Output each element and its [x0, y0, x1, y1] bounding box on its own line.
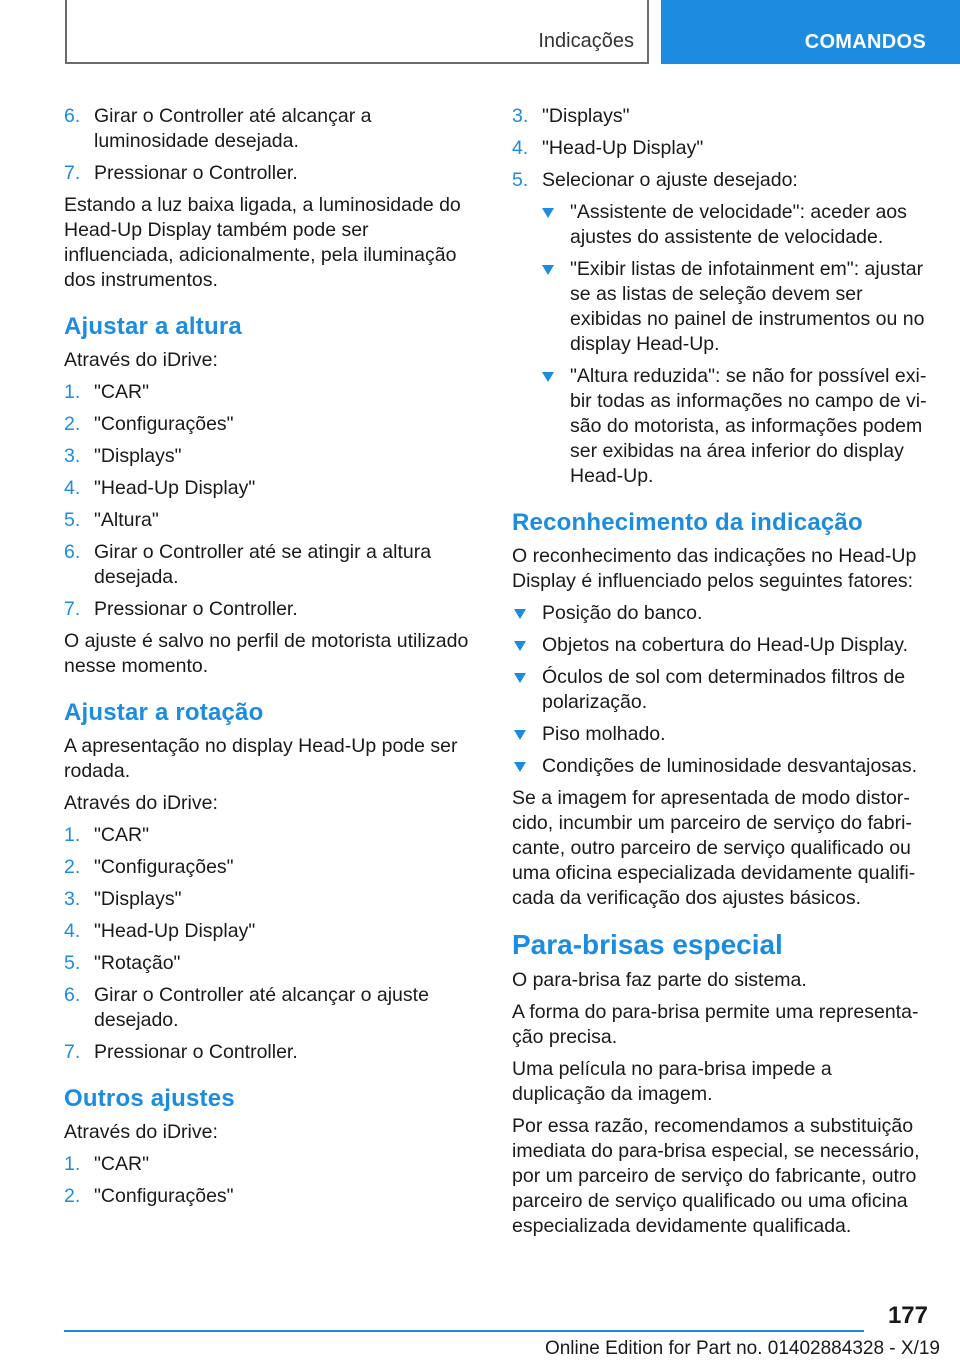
step-item — [64, 476, 480, 501]
triangle-bullet-icon — [542, 372, 554, 382]
step-text: Pressionar o Controller. — [94, 162, 298, 184]
step-item — [64, 887, 480, 912]
bullet-item — [540, 364, 928, 489]
step-number: 2. — [64, 1185, 81, 1207]
step-item — [512, 168, 928, 193]
step-item — [64, 1152, 480, 1177]
step-item — [64, 380, 480, 405]
heading-adjust-rotation: Ajustar a rotação — [64, 699, 264, 726]
step-text: "Displays" — [542, 105, 630, 127]
page-header — [0, 0, 960, 66]
step-item — [64, 444, 480, 469]
steps-other-continued — [512, 104, 928, 193]
step-item — [64, 1184, 480, 1209]
step-number: 1. — [64, 1153, 81, 1175]
bullet-item — [540, 200, 928, 250]
header-section-title: Indicações — [538, 30, 634, 52]
triangle-bullet-icon — [542, 265, 554, 275]
paragraph-rotation: A apresentação no display Head-Up pode ser rodada. — [64, 735, 458, 782]
bullet-text: "Exibir listas de infotainment em": ajustar se as listas de seleção devem ser exibidas no painel de instrumentos ou no display Head-Up. — [570, 258, 925, 355]
bullet-item — [512, 754, 928, 779]
step-item — [64, 597, 480, 622]
heading-adjust-height: Ajustar a altura — [64, 313, 242, 340]
step-item — [64, 1040, 480, 1065]
step-number: 6. — [64, 984, 81, 1006]
step-number: 6. — [64, 541, 81, 563]
header-section-box — [65, 0, 649, 64]
bullet-text: Piso molhado. — [542, 723, 666, 745]
via-idrive-rotation: Através do iDrive: — [64, 792, 218, 814]
step-text: "Displays" — [94, 888, 182, 910]
bullet-item — [512, 633, 928, 658]
bullet-item — [540, 257, 928, 357]
step-item — [64, 951, 480, 976]
step-number: 5. — [512, 169, 529, 191]
header-chapter-tab: COMANDOS — [661, 0, 960, 64]
step-text: "Head-Up Display" — [542, 137, 704, 159]
right-column — [512, 104, 928, 1246]
step-item — [512, 136, 928, 161]
step-item — [64, 540, 480, 590]
step-text: "Altura" — [94, 509, 159, 531]
paragraph-windshield-replacement: Por essa razão, recomendamos a substituição imediata do para-brisa especial, se necessário, por um parceiro de serviço do fabricante, outro parceiro de serviço qualificado ou uma oficina especializada devidamente qualificada. — [512, 1115, 920, 1237]
paragraph-windshield-system: O para-brisa faz parte do sistema. — [512, 969, 807, 991]
step-text: Pressionar o Controller. — [94, 598, 298, 620]
paragraph-low-beam: Estando a luz baixa ligada, a luminosidade do Head-Up Display também pode ser influenciada, adicionalmente, pela iluminação dos instrumentos. — [64, 194, 461, 291]
step-text: "Displays" — [94, 445, 182, 467]
step-number: 3. — [64, 445, 81, 467]
step-text: Girar o Controller até alcançar o ajuste desejado. — [94, 984, 429, 1031]
step-number: 1. — [64, 381, 81, 403]
paragraph-profile: O ajuste é salvo no perfil de motorista utilizado nesse momento. — [64, 630, 469, 677]
heading-other-settings: Outros ajustes — [64, 1085, 235, 1112]
step-item — [64, 508, 480, 533]
heading-special-windshield: Para-brisas especial — [512, 929, 783, 960]
step-text: "CAR" — [94, 381, 150, 403]
step-text: "Configurações" — [94, 1185, 234, 1207]
step-text: "Head-Up Display" — [94, 920, 256, 942]
via-idrive-other: Através do iDrive: — [64, 1121, 218, 1143]
step-number: 6. — [64, 105, 81, 127]
step-text: Girar o Controller até alcançar a luminosidade desejada. — [94, 105, 372, 152]
step-item — [512, 104, 928, 129]
bullet-item — [512, 722, 928, 747]
step-text: "Configurações" — [94, 413, 234, 435]
paragraph-windshield-film: Uma película no para-brisa impede a duplicação da imagem. — [512, 1058, 832, 1105]
triangle-bullet-icon — [514, 641, 526, 651]
step-item — [64, 919, 480, 944]
step-number: 4. — [512, 137, 529, 159]
step-text: "CAR" — [94, 824, 150, 846]
left-column — [64, 104, 480, 1216]
step-number: 3. — [64, 888, 81, 910]
step-number: 2. — [64, 413, 81, 435]
steps-luminosity — [64, 104, 480, 186]
via-idrive-height: Através do iDrive: — [64, 349, 218, 371]
step-number: 5. — [64, 509, 81, 531]
bullet-text: Objetos na cobertura do Head-Up Display. — [542, 634, 908, 656]
triangle-bullet-icon — [514, 762, 526, 772]
step-number: 4. — [64, 477, 81, 499]
step-number: 7. — [64, 1041, 81, 1063]
bullet-text: Óculos de sol com determinados filtros de polarização. — [542, 666, 906, 713]
step-text: "Configurações" — [94, 856, 234, 878]
triangle-bullet-icon — [514, 673, 526, 683]
step-number: 4. — [64, 920, 81, 942]
step-number: 2. — [64, 856, 81, 878]
step-item — [64, 983, 480, 1033]
triangle-bullet-icon — [514, 609, 526, 619]
step-item — [64, 412, 480, 437]
step-item — [64, 855, 480, 880]
paragraph-windshield-shape: A forma do para-brisa permite uma representação precisa. — [512, 1001, 919, 1048]
bullet-item — [512, 665, 928, 715]
paragraph-distortion: Se a imagem for apresentada de modo distorcido, incumbir um parceiro de serviço do fabricante, outro parceiro de serviço qualificado ou uma oficina especializada devidamente qualificada da verificação dos ajustes básicos. — [512, 787, 916, 909]
step-number: 1. — [64, 824, 81, 846]
triangle-bullet-icon — [514, 730, 526, 740]
step-text: Girar o Controller até se atingir a altura desejada. — [94, 541, 432, 588]
triangle-bullet-icon — [542, 208, 554, 218]
bullet-text: Posição do banco. — [542, 602, 703, 624]
step-text: "CAR" — [94, 1153, 150, 1175]
bullet-text: Condições de luminosidade desvantajosas. — [542, 755, 918, 777]
step-item — [64, 161, 480, 186]
step-item — [64, 104, 480, 154]
bullet-text: "Altura reduzida": se não for possível exibir todas as informações no campo de visão do motorista, as informações podem ser exibidas na área inferior do display Head-Up. — [570, 365, 927, 487]
heading-recognition: Reconhecimento da indicação — [512, 509, 863, 536]
step-number: 7. — [64, 162, 81, 184]
footer-edition: Online Edition for Part no. 01402884328 - X/19 — [544, 1338, 940, 1359]
bullet-text: "Assistente de velocidade": aceder aos ajustes do assistente de velocidade. — [570, 201, 907, 248]
step-text: Pressionar o Controller. — [94, 1041, 298, 1063]
steps-other — [64, 1152, 480, 1209]
bullets-factors — [512, 601, 928, 779]
footer-divider — [64, 1330, 864, 1332]
step-number: 7. — [64, 598, 81, 620]
step-item — [64, 823, 480, 848]
steps-height — [64, 380, 480, 622]
page-number: 177 — [887, 1302, 928, 1329]
steps-rotation — [64, 823, 480, 1065]
step-number: 5. — [64, 952, 81, 974]
step-text: "Head-Up Display" — [94, 477, 256, 499]
step-text: Selecionar o ajuste desejado: — [542, 169, 798, 191]
sub-bullets-settings — [540, 200, 928, 489]
bullet-item — [512, 601, 928, 626]
paragraph-recognition: O reconhecimento das indicações no Head-Up Display é influenciado pelos seguintes fatores: — [512, 545, 917, 592]
step-text: "Rotação" — [94, 952, 181, 974]
step-number: 3. — [512, 105, 529, 127]
